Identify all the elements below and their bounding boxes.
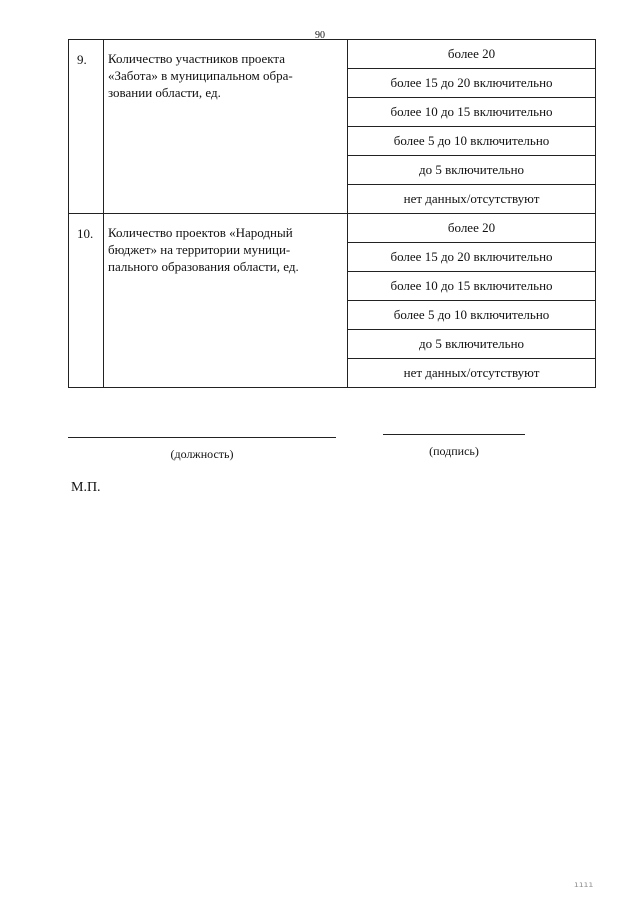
criterion-option: более 5 до 10 включительно (348, 127, 596, 156)
criteria-table (68, 39, 596, 388)
criterion-option: более 10 до 15 включительно (348, 98, 596, 127)
row-number: 10. (69, 214, 104, 388)
table-row (69, 214, 596, 243)
criterion-description-line: «Забота» в муниципальном обра- (108, 68, 293, 83)
page-number: 90 (315, 30, 325, 41)
criterion-option: нет данных/отсутствуют (348, 185, 596, 214)
criterion-description-line: Количество проектов «Народный (108, 225, 293, 240)
signature-caption: (подпись) (429, 444, 479, 458)
criterion-option: нет данных/отсутствуют (348, 359, 596, 388)
criterion-option: более 10 до 15 включительно (348, 272, 596, 301)
criterion-description-line: пального образования области, ед. (108, 259, 299, 274)
criterion-option: более 20 (348, 214, 596, 243)
criterion-description (104, 40, 348, 214)
criterion-option: более 15 до 20 включительно (348, 69, 596, 98)
criterion-description-line: Количество участников проекта (108, 51, 286, 66)
criterion-description (104, 214, 348, 388)
criterion-option: до 5 включительно (348, 330, 596, 359)
table-row (69, 40, 596, 69)
row-number: 9. (69, 40, 104, 214)
criterion-option: более 20 (348, 40, 596, 69)
stamp-label: М.П. (71, 480, 101, 495)
criterion-option: более 15 до 20 включительно (348, 243, 596, 272)
position-caption: (должность) (170, 447, 234, 461)
signature-line (383, 434, 525, 435)
corner-mark: ıııı (574, 880, 594, 889)
criterion-description-line: зовании области, ед. (108, 85, 221, 100)
criterion-option: до 5 включительно (348, 156, 596, 185)
criterion-description-line: бюджет» на территории муници- (108, 242, 291, 257)
criterion-option: более 5 до 10 включительно (348, 301, 596, 330)
position-line (68, 437, 336, 438)
